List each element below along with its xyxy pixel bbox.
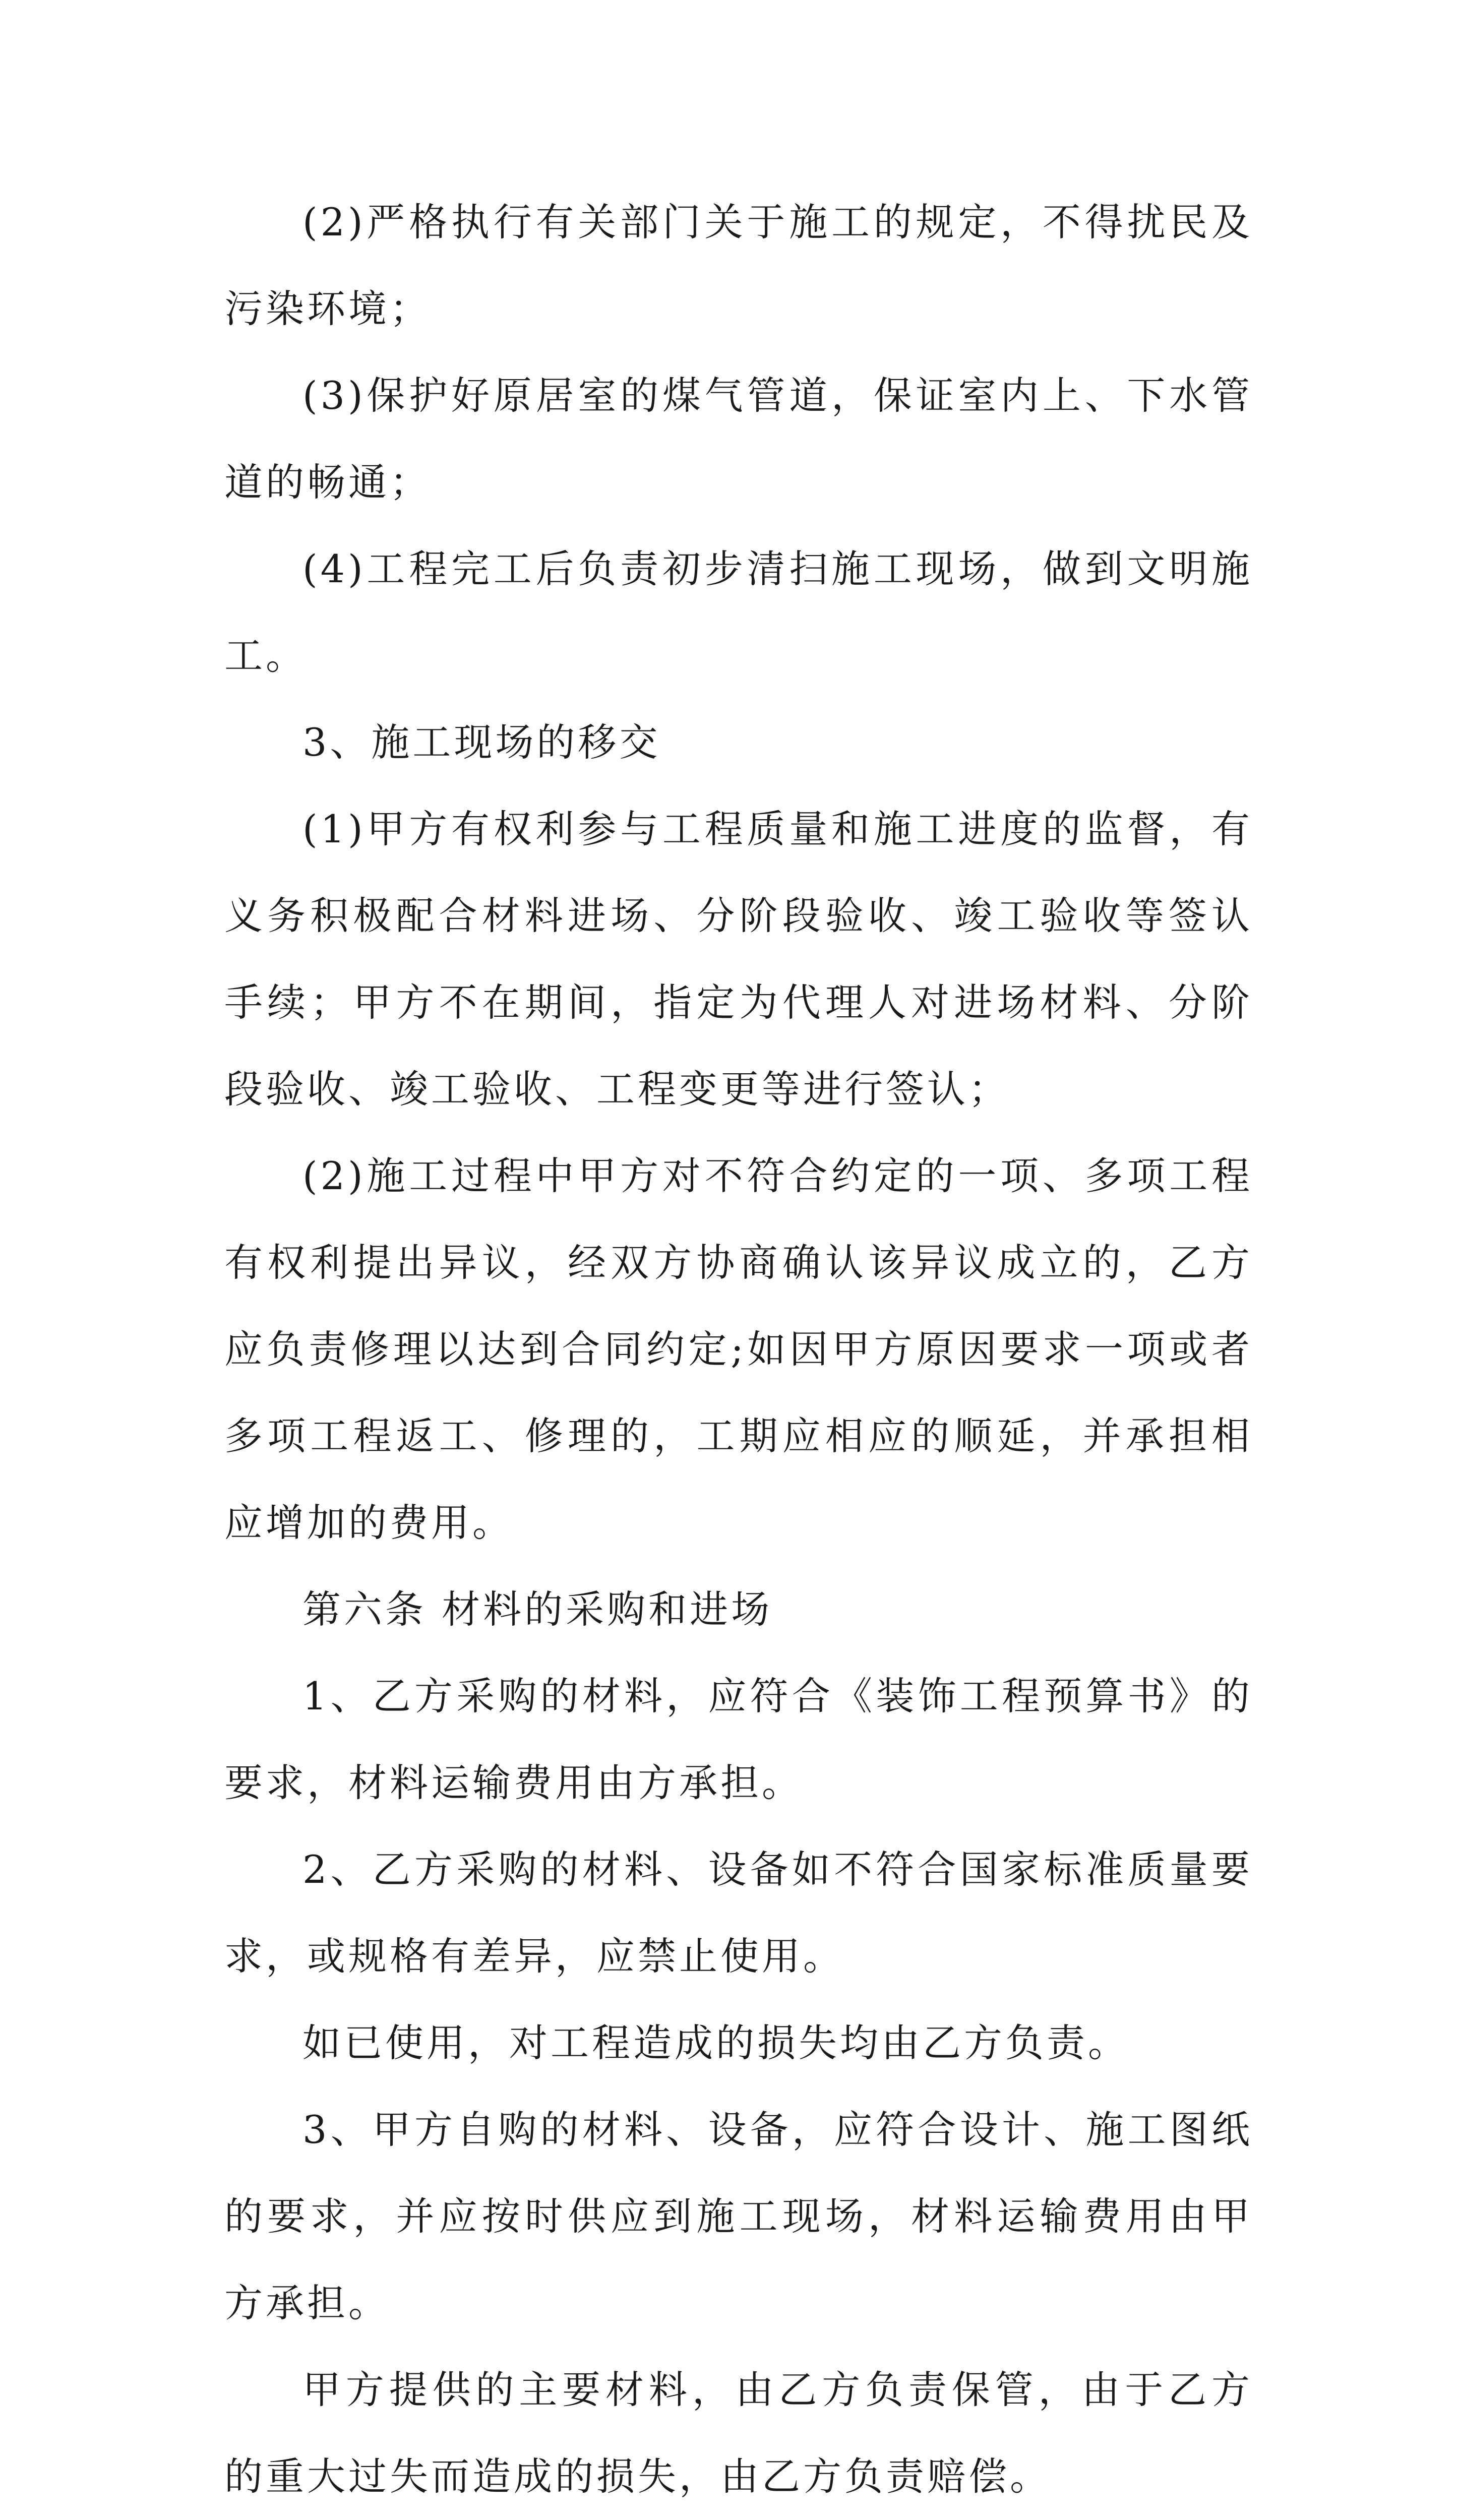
paragraph-nonconforming-materials: 2、乙方采购的材料、设备如不符合国家标准质量要求，或规格有差异，应禁止使用。 bbox=[224, 1847, 1253, 1979]
paragraph-party-a-supervision: (1)甲方有权利参与工程质量和施工进度的监督，有义务积极配合材料进场、分阶段验收、竣工验收等签认手续；甲方不在期间，指定为代理人对进场材料、分阶段验收、竣工验收、工程变更等进行签认； bbox=[224, 807, 1253, 1112]
article-heading-materials: 第六条 材料的采购和进场 bbox=[302, 1587, 773, 1632]
paragraph-material-custody: 甲方提供的主要材料，由乙方负责保管，由于乙方的重大过失而造成的损失，由乙方负责赔偿。 bbox=[224, 2367, 1253, 2499]
paragraph-objection-and-repair: (2)施工过程中甲方对不符合约定的一项、多项工程有权利提出异议，经双方协商确认该异议成立的，乙方应负责修理以达到合同约定;如因甲方原因要求一项或者多项工程返工、修理的，工期应相应的顺延，并承担相应增加的费用。 bbox=[224, 1153, 1253, 1545]
paragraph-loss-responsibility: 如已使用，对工程造成的损失均由乙方负责。 bbox=[302, 2020, 1129, 2065]
section-heading-site-handover: 3、施工现场的移交 bbox=[302, 720, 661, 765]
paragraph-construction-rules: (2)严格执行有关部门关于施工的规定，不得扰民及污染环境； bbox=[224, 200, 1253, 331]
paragraph-gas-pipe-protection: (3)保护好原居室的煤气管道，保证室内上、下水管道的畅通； bbox=[224, 373, 1253, 505]
paragraph-site-cleanup: (4)工程完工后负责初步清扫施工现场，做到文明施工。 bbox=[224, 546, 1253, 678]
paragraph-party-b-purchase: 1、乙方采购的材料，应符合《装饰工程预算书》的要求，材料运输费用由方承担。 bbox=[224, 1674, 1253, 1805]
document-body bbox=[224, 179, 1253, 2520]
paragraph-party-a-purchase: 3、甲方自购的材料、设备，应符合设计、施工图纸的要求，并应按时供应到施工现场，材料运输费用由甲方承担。 bbox=[224, 2107, 1253, 2325]
